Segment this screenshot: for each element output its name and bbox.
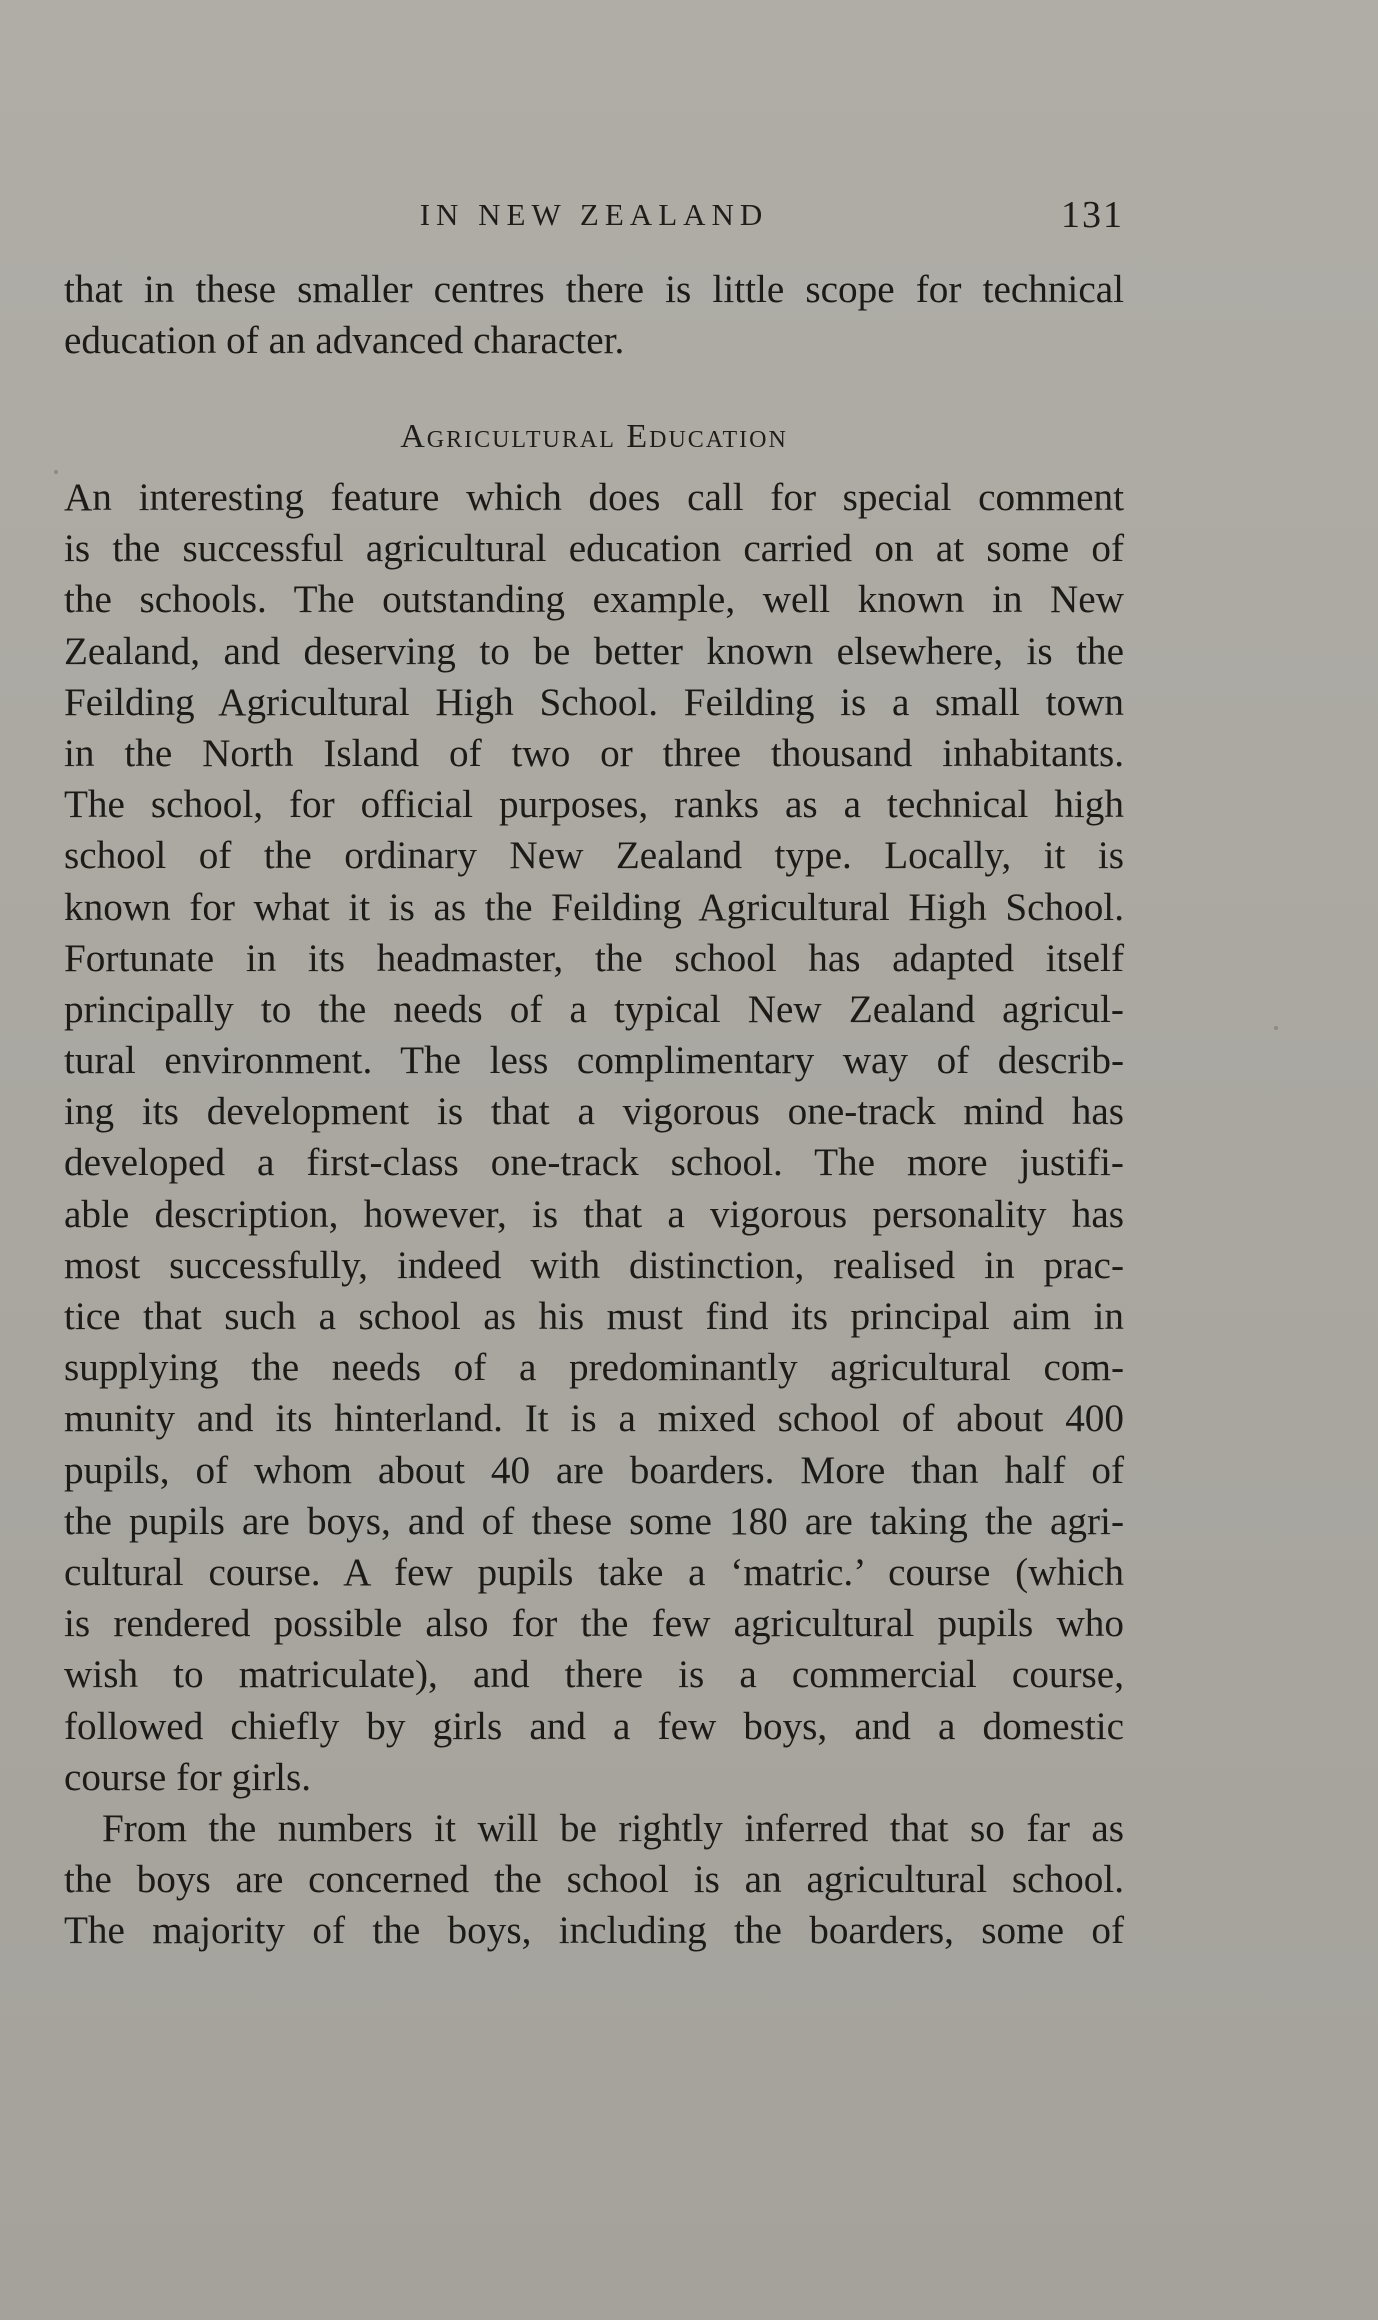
page-number: 131 <box>1061 194 1124 236</box>
text-line: course for girls. <box>64 1755 312 1799</box>
text-line: is the successful agricultural education carried on at some of <box>64 527 1124 571</box>
text-line: that in these smaller centres there is little scope for technical <box>64 268 1124 311</box>
text-line: Fortunate in its headmaster, the school has adapted itself <box>64 936 1124 980</box>
text-line: pupils, of whom about 40 are boarders. More than half of <box>64 1448 1124 1492</box>
text-line: wish to matriculate), and there is a commercial course, <box>64 1653 1124 1697</box>
text-line: Feilding Agricultural High School. Feilding is a small town <box>64 680 1124 724</box>
text-line: An interesting feature which does call for special comment <box>64 476 1124 519</box>
intro-text <box>64 264 1124 366</box>
text-line: the pupils are boys, and of these some 180 are taking the agri- <box>64 1499 1124 1543</box>
text-line: supplying the needs of a predominantly agricultural com- <box>64 1346 1124 1390</box>
text-line: tural environment. The less complimentary way of describ- <box>64 1039 1124 1083</box>
text-line: is rendered possible also for the few agricultural pupils who <box>64 1602 1124 1646</box>
text-line: ing its development is that a vigorous one-track mind has <box>64 1090 1124 1134</box>
text-line: able description, however, is that a vigorous personality has <box>64 1192 1124 1236</box>
paper-speck <box>1274 1026 1278 1030</box>
text-line: Zealand, and deserving to be better known elsewhere, is the <box>64 629 1124 673</box>
running-head <box>64 193 1124 237</box>
text-line: principally to the needs of a typical New Zealand agricul- <box>64 987 1124 1031</box>
text-line: The majority of the boys, including the boarders, some of <box>64 1909 1124 1953</box>
paragraph-1 <box>64 472 1124 1803</box>
paper-speck <box>54 470 58 474</box>
text-line: followed chiefly by girls and a few boys, and a domestic <box>64 1704 1124 1748</box>
text-line: education of an advanced character. <box>64 319 625 363</box>
running-title: IN NEW ZEALAND <box>419 197 769 232</box>
text-line: tice that such a school as his must find its principal aim in <box>64 1295 1124 1338</box>
text-line: known for what it is as the Feilding Agricultural High School. <box>64 885 1124 929</box>
text-line: in the North Island of two or three thousand inhabitants. <box>64 731 1124 775</box>
text-line: most successfully, indeed with distinction, realised in prac- <box>64 1243 1124 1287</box>
text-line: the schools. The outstanding example, well known in New <box>64 578 1124 622</box>
text-line: munity and its hinterland. It is a mixed school of about 400 <box>64 1397 1124 1441</box>
paragraph-2 <box>64 1803 1124 1957</box>
text-line: cultural course. A few pupils take a ‘matric.’ course (which <box>64 1550 1124 1594</box>
text-line: developed a first-class one-track school. The more justifi- <box>64 1141 1124 1185</box>
text-line: school of the ordinary New Zealand type. Locally, it is <box>64 834 1124 878</box>
text-line: the boys are concerned the school is an agricultural school. <box>64 1858 1124 1902</box>
section-heading: Agricultural Education <box>400 418 788 455</box>
text-line: From the numbers it will be rightly inferred that so far as <box>102 1807 1124 1850</box>
text-line: The school, for official purposes, ranks as a technical high <box>64 783 1124 827</box>
